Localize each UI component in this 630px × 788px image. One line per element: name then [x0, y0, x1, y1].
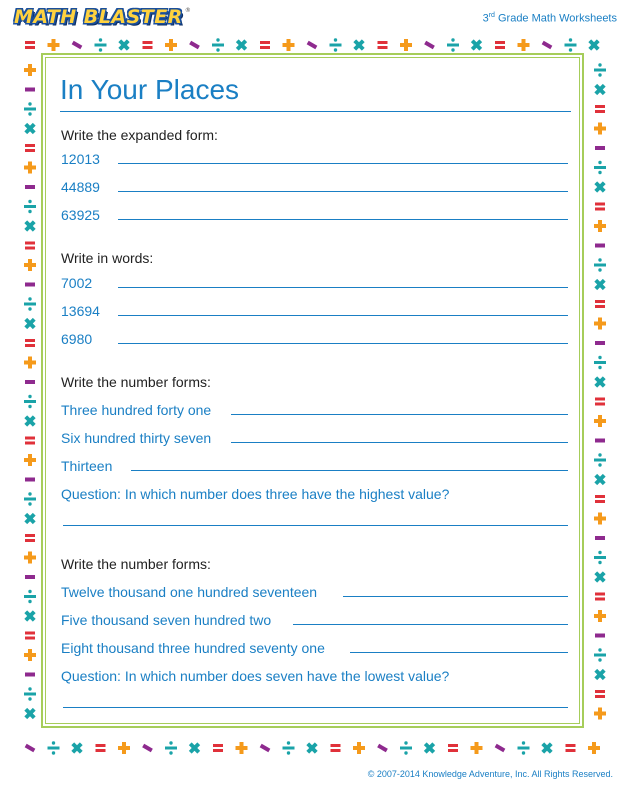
times-symbol: [189, 742, 200, 753]
equals-symbol: [378, 41, 388, 49]
answer-line[interactable]: [118, 191, 568, 192]
equals-symbol: [25, 144, 35, 152]
plus-symbol: [594, 123, 606, 135]
number-form-item-5: Five thousand seven hundred two: [61, 612, 272, 628]
copyright-notice: © 2007-2014 Knowledge Adventure, Inc. All Rights Reserved.: [367, 769, 613, 779]
equals-symbol: [25, 41, 35, 49]
times-symbol: [594, 376, 605, 387]
answer-line[interactable]: [350, 652, 568, 653]
plus-symbol: [24, 259, 36, 271]
times-symbol: [236, 39, 247, 50]
plus-symbol: [24, 649, 36, 661]
times-symbol: [306, 742, 317, 753]
times-symbol: [24, 415, 35, 426]
section-heading-words: Write in words:: [61, 250, 154, 266]
times-symbol: [471, 39, 482, 50]
minus-symbol: [595, 146, 605, 150]
divide-symbol: [594, 453, 606, 466]
divide-symbol: [24, 395, 36, 408]
expanded-item-1: 12013: [61, 151, 100, 167]
equals-symbol: [595, 300, 605, 308]
answer-line[interactable]: [118, 343, 568, 344]
minus-symbol: [595, 244, 605, 248]
words-item-3: 6980: [61, 331, 93, 347]
divide-symbol: [24, 102, 36, 115]
minus-symbol: [25, 744, 36, 752]
words-item-1: 7002: [61, 275, 93, 291]
minus-symbol: [142, 744, 153, 752]
question-2-answer-line[interactable]: [63, 707, 568, 708]
question-1-answer-line[interactable]: [63, 525, 568, 526]
plus-symbol: [236, 742, 248, 754]
divide-symbol: [594, 63, 606, 76]
divide-symbol: [24, 687, 36, 700]
equals-symbol: [25, 534, 35, 542]
question-1: Question: In which number does three have the highest value?: [61, 486, 450, 502]
divide-symbol: [594, 551, 606, 564]
plus-symbol: [400, 39, 412, 51]
number-form-item-4: Twelve thousand one hundred seventeen: [61, 584, 318, 600]
times-symbol: [541, 742, 552, 753]
times-symbol: [71, 742, 82, 753]
equals-symbol: [25, 632, 35, 640]
worksheet-title: In Your Places: [60, 74, 240, 105]
equals-symbol: [595, 690, 605, 698]
minus-symbol: [25, 88, 35, 92]
title-underline: [60, 111, 571, 112]
equals-symbol: [448, 744, 458, 752]
equals-symbol: [595, 105, 605, 113]
expanded-item-3: 63925: [61, 207, 100, 223]
equals-symbol: [495, 41, 505, 49]
divide-symbol: [330, 38, 342, 51]
grade-text: Grade Math Worksheets: [494, 12, 617, 25]
divide-symbol: [95, 38, 107, 51]
number-form-item-1: Three hundred forty one: [61, 402, 212, 418]
minus-symbol: [189, 41, 200, 49]
plus-symbol: [471, 742, 483, 754]
times-symbol: [594, 181, 605, 192]
times-symbol: [353, 39, 364, 50]
equals-symbol: [595, 495, 605, 503]
divide-symbol: [594, 258, 606, 271]
plus-symbol: [48, 39, 60, 51]
minus-symbol: [495, 744, 506, 752]
times-symbol: [118, 39, 129, 50]
times-symbol: [594, 474, 605, 485]
divide-symbol: [212, 38, 224, 51]
minus-symbol: [542, 41, 553, 49]
section-heading-expanded-form: Write the expanded form:: [61, 127, 218, 143]
divide-symbol: [165, 741, 177, 754]
times-symbol: [594, 669, 605, 680]
question-2: Question: In which number does seven have the lowest value?: [61, 668, 450, 684]
plus-symbol: [588, 742, 600, 754]
minus-symbol: [595, 536, 605, 540]
answer-line[interactable]: [131, 470, 568, 471]
minus-symbol: [25, 673, 35, 677]
grade-number: 3: [482, 12, 489, 25]
equals-symbol: [595, 593, 605, 601]
answer-line[interactable]: [293, 624, 568, 625]
minus-symbol: [25, 185, 35, 189]
minus-symbol: [377, 744, 388, 752]
grade-suffix: rd: [488, 12, 495, 19]
answer-line[interactable]: [231, 442, 568, 443]
minus-symbol: [72, 41, 83, 49]
divide-symbol: [565, 38, 577, 51]
number-form-item-6: Eight thousand three hundred seventy one: [61, 640, 325, 656]
plus-symbol: [353, 742, 365, 754]
answer-line[interactable]: [118, 163, 568, 164]
divide-symbol: [48, 741, 60, 754]
minus-symbol: [424, 41, 435, 49]
divide-symbol: [594, 161, 606, 174]
equals-symbol: [25, 339, 35, 347]
minus-symbol: [25, 575, 35, 579]
equals-symbol: [143, 41, 153, 49]
equals-symbol: [96, 744, 106, 752]
times-symbol: [24, 513, 35, 524]
equals-symbol: [566, 744, 576, 752]
answer-line[interactable]: [231, 414, 568, 415]
registered-mark: ®: [184, 7, 191, 14]
divide-symbol: [447, 38, 459, 51]
times-symbol: [24, 220, 35, 231]
plus-symbol: [518, 39, 530, 51]
minus-symbol: [25, 478, 35, 482]
plus-symbol: [118, 742, 130, 754]
times-symbol: [24, 318, 35, 329]
equals-symbol: [595, 398, 605, 406]
divide-symbol: [24, 297, 36, 310]
answer-line[interactable]: [118, 315, 568, 316]
plus-symbol: [165, 39, 177, 51]
equals-symbol: [25, 437, 35, 445]
words-item-2: 13694: [61, 303, 100, 319]
expanded-item-2: 44889: [61, 179, 100, 195]
minus-symbol: [595, 439, 605, 443]
logo-text: MATH BLASTER: [14, 6, 183, 28]
plus-symbol: [594, 220, 606, 232]
plus-symbol: [594, 708, 606, 720]
minus-symbol: [25, 380, 35, 384]
plus-symbol: [594, 610, 606, 622]
times-symbol: [24, 708, 35, 719]
equals-symbol: [595, 203, 605, 211]
divide-symbol: [283, 741, 295, 754]
section-heading-number-forms-2: Write the number forms:: [61, 556, 211, 572]
minus-symbol: [595, 634, 605, 638]
section-heading-number-forms-1: Write the number forms:: [61, 374, 211, 390]
plus-symbol: [594, 513, 606, 525]
equals-symbol: [213, 744, 223, 752]
divide-symbol: [400, 741, 412, 754]
number-form-item-2: Six hundred thirty seven: [61, 430, 212, 446]
minus-symbol: [595, 341, 605, 345]
times-symbol: [24, 123, 35, 134]
plus-symbol: [283, 39, 295, 51]
minus-symbol: [307, 41, 318, 49]
divide-symbol: [24, 492, 36, 505]
times-symbol: [24, 610, 35, 621]
plus-symbol: [24, 552, 36, 564]
times-symbol: [594, 84, 605, 95]
minus-symbol: [260, 744, 271, 752]
times-symbol: [594, 571, 605, 582]
times-symbol: [594, 279, 605, 290]
divide-symbol: [594, 356, 606, 369]
equals-symbol: [260, 41, 270, 49]
divide-symbol: [594, 648, 606, 661]
answer-line[interactable]: [118, 287, 568, 288]
equals-symbol: [25, 242, 35, 250]
plus-symbol: [594, 318, 606, 330]
divide-symbol: [518, 741, 530, 754]
plus-symbol: [24, 454, 36, 466]
number-form-item-3: Thirteen: [61, 458, 113, 474]
times-symbol: [588, 39, 599, 50]
plus-symbol: [24, 64, 36, 76]
plus-symbol: [24, 357, 36, 369]
divide-symbol: [24, 200, 36, 213]
answer-line[interactable]: [118, 219, 568, 220]
minus-symbol: [25, 283, 35, 287]
equals-symbol: [331, 744, 341, 752]
plus-symbol: [594, 415, 606, 427]
plus-symbol: [24, 162, 36, 174]
answer-line[interactable]: [343, 596, 568, 597]
divide-symbol: [24, 590, 36, 603]
times-symbol: [424, 742, 435, 753]
